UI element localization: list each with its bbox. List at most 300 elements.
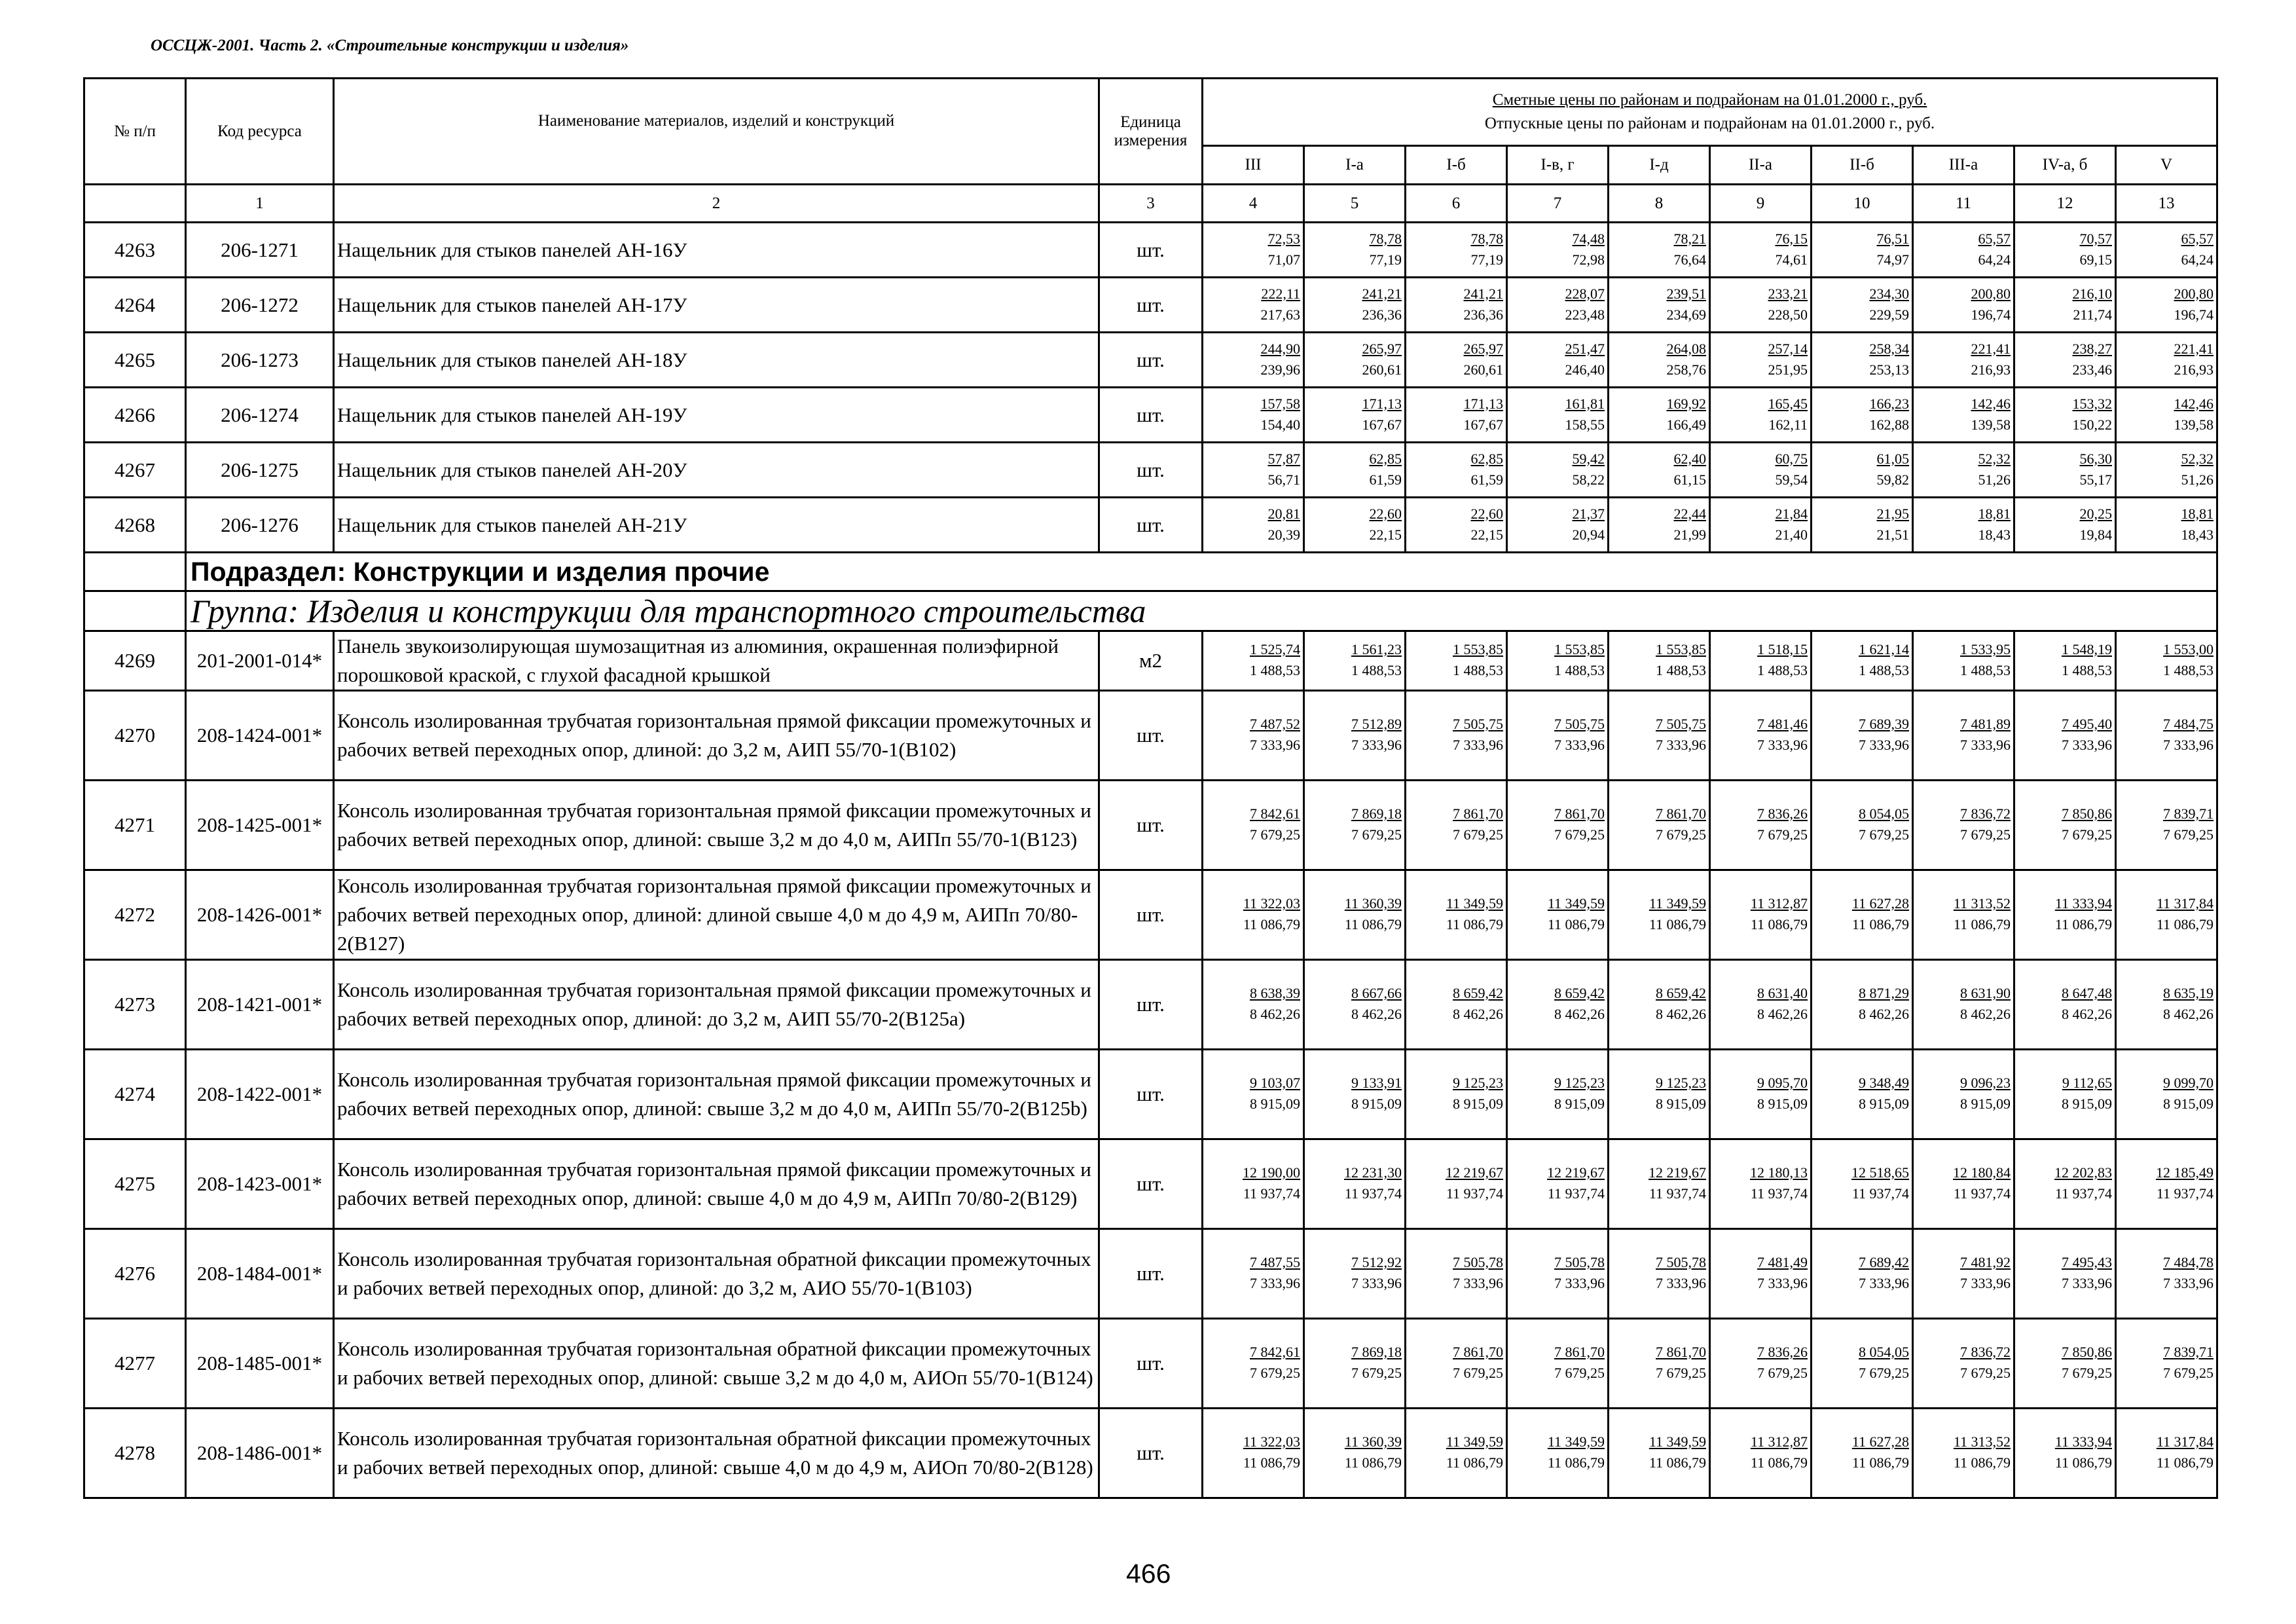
price-cell — [1203, 388, 1304, 443]
selling-price: 11 086,79 — [1547, 1454, 1605, 1471]
unit: шт. — [1099, 498, 1203, 553]
region-header: I-а — [1304, 146, 1406, 185]
selling-price: 56,71 — [1267, 471, 1300, 488]
row-number: 4266 — [84, 388, 186, 443]
price-cell — [1812, 631, 1913, 691]
selling-price: 154,40 — [1260, 416, 1300, 433]
selling-price: 1 488,53 — [2163, 662, 2214, 678]
estimate-price: 8 659,42 — [1554, 985, 1605, 1001]
estimate-price: 8 871,29 — [1859, 985, 1909, 1001]
price-cell — [1304, 691, 1406, 781]
selling-price: 7 333,96 — [1960, 737, 2011, 753]
selling-price: 7 679,25 — [1351, 826, 1402, 843]
selling-price: 8 462,26 — [1554, 1006, 1605, 1022]
price-cell — [1304, 278, 1406, 333]
selling-price: 7 679,25 — [1656, 1365, 1706, 1381]
selling-price: 166,49 — [1666, 416, 1706, 433]
selling-price: 7 679,25 — [2062, 826, 2112, 843]
estimate-price: 7 689,39 — [1859, 716, 1909, 732]
price-cell — [1913, 781, 2014, 870]
selling-price: 59,54 — [1775, 471, 1808, 488]
table-row — [84, 278, 2217, 333]
table-row — [84, 223, 2217, 278]
resource-code: 208-1424-001* — [186, 691, 334, 781]
selling-price: 18,43 — [2181, 526, 2214, 543]
estimate-price: 57,87 — [1267, 450, 1300, 467]
price-cell — [2116, 223, 2217, 278]
column-number: 9 — [1710, 185, 1812, 223]
price-cell — [1507, 443, 1609, 498]
group-title: Группа: Изделия и конструкции для транспортного строительства — [186, 591, 2217, 631]
resource-code: 208-1486-001* — [186, 1409, 334, 1498]
estimate-price: 21,37 — [1572, 505, 1605, 522]
header-unit: Единица измерения — [1099, 79, 1203, 185]
price-cell — [1609, 498, 1710, 553]
estimate-price: 11 333,94 — [2054, 895, 2112, 912]
selling-price: 76,64 — [1673, 251, 1706, 268]
selling-price: 11 937,74 — [1547, 1185, 1605, 1202]
row-number: 4277 — [84, 1319, 186, 1409]
estimate-price: 62,85 — [1470, 450, 1503, 467]
selling-price: 59,82 — [1876, 471, 1909, 488]
selling-price: 8 915,09 — [1250, 1096, 1300, 1112]
price-cell — [1507, 691, 1609, 781]
selling-price: 8 462,26 — [1453, 1006, 1503, 1022]
selling-price: 7 333,96 — [1656, 1275, 1706, 1291]
estimate-price: 1 553,85 — [1554, 641, 1605, 657]
estimate-price: 7 481,49 — [1757, 1254, 1808, 1270]
estimate-price: 7 505,78 — [1453, 1254, 1503, 1270]
estimate-price: 8 659,42 — [1656, 985, 1706, 1001]
selling-price: 216,93 — [2174, 361, 2214, 378]
header-name: Наименование материалов, изделий и конструкций — [334, 79, 1099, 185]
selling-price: 7 333,96 — [1453, 1275, 1503, 1291]
selling-price: 22,15 — [1369, 526, 1402, 543]
price-cell — [2116, 1139, 2217, 1229]
row-number: 4275 — [84, 1139, 186, 1229]
estimate-price: 233,21 — [1768, 285, 1808, 302]
selling-price: 21,51 — [1876, 526, 1909, 543]
selling-price: 58,22 — [1572, 471, 1605, 488]
selling-price: 11 086,79 — [1344, 916, 1402, 932]
material-name: Нащельник для стыков панелей АН-20У — [334, 443, 1099, 498]
selling-price: 11 086,79 — [1953, 916, 2011, 932]
estimate-price: 8 635,19 — [2163, 985, 2214, 1001]
selling-price: 251,95 — [1768, 361, 1808, 378]
estimate-price: 12 219,67 — [1446, 1164, 1503, 1181]
estimate-price: 9 095,70 — [1757, 1075, 1808, 1091]
price-cell — [1710, 1050, 1812, 1139]
selling-price: 61,15 — [1673, 471, 1706, 488]
price-cell — [1812, 1319, 1913, 1409]
price-cell — [1304, 631, 1406, 691]
selling-price: 7 679,25 — [1453, 1365, 1503, 1381]
selling-price: 11 937,74 — [1953, 1185, 2011, 1202]
estimate-price: 1 518,15 — [1757, 641, 1808, 657]
estimate-price: 11 317,84 — [2156, 1433, 2214, 1450]
estimate-price: 12 231,30 — [1344, 1164, 1402, 1181]
price-cell — [1304, 498, 1406, 553]
price-cell — [1203, 960, 1304, 1050]
price-cell — [2014, 388, 2116, 443]
estimate-price: 234,30 — [1869, 285, 1909, 302]
price-cell — [2014, 781, 2116, 870]
selling-price: 11 086,79 — [1851, 916, 1909, 932]
selling-price: 217,63 — [1260, 306, 1300, 323]
estimate-price: 21,84 — [1775, 505, 1808, 522]
price-cell — [2014, 960, 2116, 1050]
selling-price: 7 679,25 — [1960, 1365, 2011, 1381]
estimate-price: 72,53 — [1267, 230, 1300, 247]
price-cell — [1609, 1229, 1710, 1319]
estimate-price: 56,30 — [2079, 450, 2112, 467]
selling-price: 8 462,26 — [1757, 1006, 1808, 1022]
region-header: III — [1203, 146, 1304, 185]
estimate-price: 7 487,52 — [1250, 716, 1300, 732]
table-row — [84, 1409, 2217, 1498]
price-cell — [1406, 333, 1507, 388]
estimate-price: 22,60 — [1369, 505, 1402, 522]
estimate-price: 7 861,70 — [1656, 1344, 1706, 1360]
selling-price: 72,98 — [1572, 251, 1605, 268]
selling-price: 7 333,96 — [2062, 737, 2112, 753]
table-row — [84, 631, 2217, 691]
price-cell — [1609, 443, 1710, 498]
estimate-price: 8 631,90 — [1960, 985, 2011, 1001]
material-name: Панель звукоизолирующая шумозащитная из алюминия, окрашенная полиэфирной порошковой краской, с глухой фасадной крышкой — [334, 631, 1099, 691]
selling-price: 8 462,26 — [2062, 1006, 2112, 1022]
price-cell — [1406, 498, 1507, 553]
estimate-price: 21,95 — [1876, 505, 1909, 522]
price-cell — [1406, 1319, 1507, 1409]
estimate-price: 12 180,13 — [1750, 1164, 1808, 1181]
estimate-price: 171,13 — [1362, 395, 1402, 412]
selling-price: 7 679,25 — [1859, 1365, 1909, 1381]
row-number: 4270 — [84, 691, 186, 781]
price-cell — [2014, 1139, 2116, 1229]
estimate-price: 59,42 — [1572, 450, 1605, 467]
price-cell — [1710, 498, 1812, 553]
estimate-price: 20,25 — [2079, 505, 2112, 522]
price-cell — [1304, 443, 1406, 498]
selling-price: 236,36 — [1362, 306, 1402, 323]
selling-price: 11 086,79 — [1750, 916, 1808, 932]
selling-price: 167,67 — [1362, 416, 1402, 433]
estimate-price: 244,90 — [1260, 340, 1300, 357]
estimate-price: 7 836,26 — [1757, 805, 1808, 822]
price-cell — [1913, 1050, 2014, 1139]
estimate-price: 241,21 — [1463, 285, 1503, 302]
estimate-price: 1 553,00 — [2163, 641, 2214, 657]
resource-code: 208-1426-001* — [186, 870, 334, 960]
material-name: Консоль изолированная трубчатая горизонтальная прямой фиксации промежуточных и рабочих ветвей переходных опор, длиной: до 3,2 м, АИП 55/70-2(В125а) — [334, 960, 1099, 1050]
selling-price: 51,26 — [2181, 471, 2214, 488]
price-cell — [1812, 691, 1913, 781]
estimate-price: 171,13 — [1463, 395, 1503, 412]
resource-code: 206-1275 — [186, 443, 334, 498]
price-cell — [1406, 1229, 1507, 1319]
table-row — [84, 870, 2217, 960]
selling-price: 11 086,79 — [2054, 916, 2112, 932]
selling-price: 7 333,96 — [1859, 1275, 1909, 1291]
price-cell — [1710, 443, 1812, 498]
estimate-price: 7 850,86 — [2062, 805, 2112, 822]
resource-code: 206-1271 — [186, 223, 334, 278]
estimate-price: 1 553,85 — [1656, 641, 1706, 657]
unit: шт. — [1099, 1409, 1203, 1498]
estimate-price: 216,10 — [2072, 285, 2112, 302]
estimate-price: 7 481,46 — [1757, 716, 1808, 732]
estimate-price: 7 839,71 — [2163, 1344, 2214, 1360]
price-cell — [2116, 388, 2217, 443]
selling-price: 139,58 — [2174, 416, 2214, 433]
estimate-price: 142,46 — [2174, 395, 2214, 412]
region-header: I-б — [1406, 146, 1507, 185]
estimate-price: 78,21 — [1673, 230, 1706, 247]
selling-price: 7 679,25 — [1351, 1365, 1402, 1381]
selling-price: 77,19 — [1369, 251, 1402, 268]
row-number: 4265 — [84, 333, 186, 388]
selling-price: 7 679,25 — [1554, 1365, 1605, 1381]
estimate-price: 76,15 — [1775, 230, 1808, 247]
region-header: I-в, г — [1507, 146, 1609, 185]
estimate-price: 239,51 — [1666, 285, 1706, 302]
region-header: II-б — [1812, 146, 1913, 185]
selling-price: 11 937,74 — [1446, 1185, 1503, 1202]
price-cell — [1609, 278, 1710, 333]
price-cell — [1203, 278, 1304, 333]
header-prices — [1203, 79, 2217, 146]
selling-price: 20,39 — [1267, 526, 1300, 543]
price-cell — [1812, 443, 1913, 498]
estimate-price: 61,05 — [1876, 450, 1909, 467]
price-cell — [1507, 1139, 1609, 1229]
row-number: 4272 — [84, 870, 186, 960]
selling-price: 19,84 — [2079, 526, 2112, 543]
price-cell — [2116, 960, 2217, 1050]
estimate-price: 8 631,40 — [1757, 985, 1808, 1001]
estimate-price: 7 481,89 — [1960, 716, 2011, 732]
estimate-price: 7 839,71 — [2163, 805, 2214, 822]
unit: шт. — [1099, 1139, 1203, 1229]
estimate-price: 7 495,43 — [2062, 1254, 2112, 1270]
price-cell — [1203, 498, 1304, 553]
selling-price: 11 937,74 — [1243, 1185, 1300, 1202]
row-number: 4263 — [84, 223, 186, 278]
document-header: ОССЦЖ-2001. Часть 2. «Строительные конструкции и изделия» — [151, 37, 629, 54]
price-cell — [1304, 223, 1406, 278]
resource-code: 208-1421-001* — [186, 960, 334, 1050]
column-number: 12 — [2014, 185, 2116, 223]
estimate-price: 70,57 — [2079, 230, 2112, 247]
price-cell — [1913, 278, 2014, 333]
estimate-price: 258,34 — [1869, 340, 1909, 357]
selling-price: 7 679,25 — [1757, 826, 1808, 843]
estimate-price: 7 861,70 — [1453, 805, 1503, 822]
table-row — [84, 960, 2217, 1050]
price-cell — [2014, 870, 2116, 960]
row-number: 4264 — [84, 278, 186, 333]
selling-price: 11 086,79 — [1243, 916, 1300, 932]
column-number: 13 — [2116, 185, 2217, 223]
estimate-price: 11 349,59 — [1446, 1433, 1503, 1450]
selling-price: 1 488,53 — [1656, 662, 1706, 678]
estimate-price: 1 561,23 — [1351, 641, 1402, 657]
selling-price: 7 679,25 — [1859, 826, 1909, 843]
header-num: № п/п — [84, 79, 186, 185]
price-cell — [1913, 1229, 2014, 1319]
estimate-price: 7 495,40 — [2062, 716, 2112, 732]
price-cell — [1710, 278, 1812, 333]
estimate-price: 7 505,75 — [1656, 716, 1706, 732]
selling-price: 7 333,96 — [1250, 1275, 1300, 1291]
price-cell — [2014, 1229, 2116, 1319]
estimate-price: 1 533,95 — [1960, 641, 2011, 657]
row-number: 4268 — [84, 498, 186, 553]
selling-price: 11 086,79 — [2156, 1454, 2214, 1471]
estimate-price: 11 349,59 — [1547, 1433, 1605, 1450]
unit: шт. — [1099, 870, 1203, 960]
table-row — [84, 388, 2217, 443]
selling-price: 8 462,26 — [1351, 1006, 1402, 1022]
estimate-price: 11 349,59 — [1649, 1433, 1706, 1450]
estimate-price: 265,97 — [1362, 340, 1402, 357]
column-number: 4 — [1203, 185, 1304, 223]
selling-price: 1 488,53 — [1960, 662, 2011, 678]
estimate-price: 221,41 — [2174, 340, 2214, 357]
price-cell — [1609, 388, 1710, 443]
unit: м2 — [1099, 631, 1203, 691]
selling-price: 1 488,53 — [1453, 662, 1503, 678]
estimate-price: 264,08 — [1666, 340, 1706, 357]
estimate-price: 78,78 — [1369, 230, 1402, 247]
selling-price: 69,15 — [2079, 251, 2112, 268]
selling-price: 7 679,25 — [1554, 826, 1605, 843]
estimate-price: 52,32 — [2181, 450, 2214, 467]
selling-price: 11 086,79 — [1446, 916, 1503, 932]
estimate-price: 1 621,14 — [1859, 641, 1909, 657]
selling-price: 150,22 — [2072, 416, 2112, 433]
price-cell — [1406, 1139, 1507, 1229]
selling-price: 77,19 — [1470, 251, 1503, 268]
estimate-price: 8 659,42 — [1453, 985, 1503, 1001]
price-cell — [1507, 1050, 1609, 1139]
price-cell — [1812, 498, 1913, 553]
estimate-price: 12 219,67 — [1649, 1164, 1706, 1181]
selling-price: 139,58 — [1971, 416, 2011, 433]
unit: шт. — [1099, 388, 1203, 443]
estimate-price: 12 180,84 — [1953, 1164, 2011, 1181]
estimate-price: 12 185,49 — [2156, 1164, 2214, 1181]
material-name: Консоль изолированная трубчатая горизонтальная прямой фиксации промежуточных и рабочих ветвей переходных опор, длиной: длиной свыше 4,0 м до 4,9 м, АИПп 70/80-2(В127) — [334, 870, 1099, 960]
column-number: 11 — [1913, 185, 2014, 223]
estimate-price: 7 836,26 — [1757, 1344, 1808, 1360]
material-name: Консоль изолированная трубчатая горизонтальная обратной фиксации промежуточных и рабочих ветвей переходных опор, длиной: свыше 4,0 м до 4,9 м, АИОп 70/80-2(В128) — [334, 1409, 1099, 1498]
estimate-price: 12 219,67 — [1547, 1164, 1605, 1181]
selling-price: 196,74 — [1971, 306, 2011, 323]
price-cell — [1710, 631, 1812, 691]
estimate-price: 161,81 — [1565, 395, 1605, 412]
estimate-price: 74,48 — [1572, 230, 1605, 247]
selling-price: 7 333,96 — [1453, 737, 1503, 753]
price-cell — [2014, 631, 2116, 691]
estimate-price: 8 647,48 — [2062, 985, 2112, 1001]
price-cell — [1913, 333, 2014, 388]
estimate-price: 9 125,23 — [1554, 1075, 1605, 1091]
row-number: 4274 — [84, 1050, 186, 1139]
price-cell — [1507, 870, 1609, 960]
price-cell — [1710, 1409, 1812, 1498]
selling-price: 7 679,25 — [2163, 826, 2214, 843]
price-cell — [1812, 388, 1913, 443]
table-row — [84, 691, 2217, 781]
estimate-price: 11 349,59 — [1446, 895, 1503, 912]
estimate-price: 7 484,75 — [2163, 716, 2214, 732]
row-number: 4276 — [84, 1229, 186, 1319]
price-cell — [1710, 691, 1812, 781]
selling-price: 7 333,96 — [1757, 737, 1808, 753]
header-prices-estimate: Сметные цены по районам и подрайонам на 01.01.2000 г., руб. — [1492, 91, 1927, 109]
price-cell — [1304, 960, 1406, 1050]
price-cell — [1203, 631, 1304, 691]
estimate-price: 11 333,94 — [2054, 1433, 2112, 1450]
row-number: 4269 — [84, 631, 186, 691]
price-cell — [1304, 1229, 1406, 1319]
selling-price: 22,15 — [1470, 526, 1503, 543]
price-cell — [2116, 278, 2217, 333]
price-cell — [1710, 388, 1812, 443]
price-cell — [1913, 223, 2014, 278]
unit: шт. — [1099, 781, 1203, 870]
estimate-price: 78,78 — [1470, 230, 1503, 247]
price-cell — [2014, 443, 2116, 498]
selling-price: 74,61 — [1775, 251, 1808, 268]
price-cell — [1304, 1409, 1406, 1498]
price-cell — [1406, 278, 1507, 333]
estimate-price: 200,80 — [2174, 285, 2214, 302]
column-number: 1 — [186, 185, 334, 223]
estimate-price: 7 505,75 — [1453, 716, 1503, 732]
price-cell — [1507, 278, 1609, 333]
selling-price: 8 462,26 — [1656, 1006, 1706, 1022]
selling-price: 228,50 — [1768, 306, 1808, 323]
selling-price: 11 937,74 — [1649, 1185, 1706, 1202]
estimate-price: 165,45 — [1768, 395, 1808, 412]
selling-price: 236,36 — [1463, 306, 1503, 323]
price-cell — [2116, 691, 2217, 781]
estimate-price: 18,81 — [1978, 505, 2011, 522]
estimate-price: 7 689,42 — [1859, 1254, 1909, 1270]
price-cell — [1609, 870, 1710, 960]
price-cell — [1406, 870, 1507, 960]
price-cell — [1710, 1319, 1812, 1409]
estimate-price: 7 487,55 — [1250, 1254, 1300, 1270]
price-cell — [1406, 1409, 1507, 1498]
selling-price: 21,40 — [1775, 526, 1808, 543]
table-row — [84, 443, 2217, 498]
estimate-price: 11 322,03 — [1243, 1433, 1300, 1450]
estimate-price: 8 054,05 — [1859, 1344, 1909, 1360]
unit: шт. — [1099, 1229, 1203, 1319]
price-cell — [1507, 960, 1609, 1050]
estimate-price: 22,60 — [1470, 505, 1503, 522]
estimate-price: 11 627,28 — [1851, 1433, 1909, 1450]
estimate-price: 9 096,23 — [1960, 1075, 2011, 1091]
resource-code: 206-1273 — [186, 333, 334, 388]
price-cell — [1507, 333, 1609, 388]
estimate-price: 62,85 — [1369, 450, 1402, 467]
estimate-price: 11 627,28 — [1851, 895, 1909, 912]
